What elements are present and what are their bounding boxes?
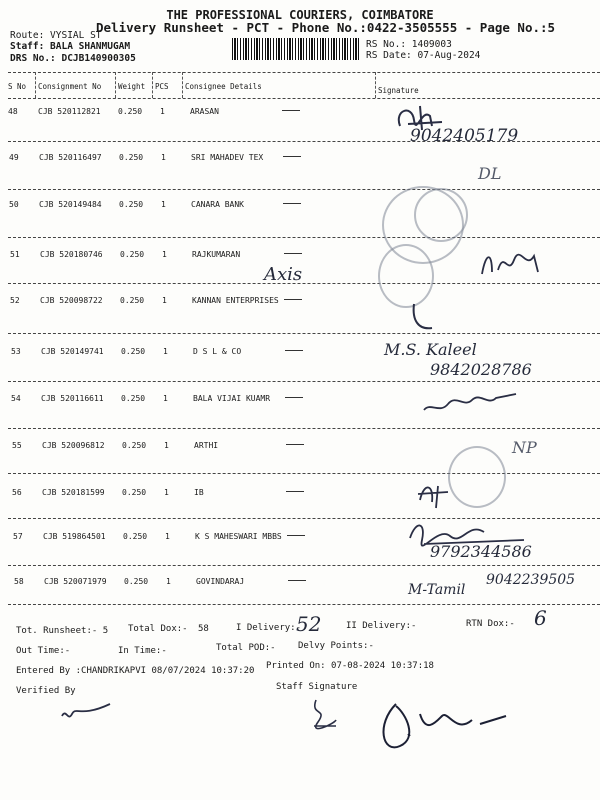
- handwritten-phone-53: 9842028786: [430, 360, 532, 379]
- cell-weight: 0.250: [122, 441, 147, 450]
- signature-row-52: [408, 300, 438, 332]
- cell-consignee: ARTHI: [194, 441, 219, 450]
- cell-sno: 55: [12, 441, 22, 450]
- cell-sno: 57: [13, 532, 23, 541]
- cell-consignment-no: CJB 520116497: [39, 153, 102, 162]
- cell-consignee: SRI MAHADEV TEX: [191, 153, 264, 162]
- handwritten-delivery-count: 52: [296, 612, 322, 636]
- cell-consignee: ARASAN: [190, 107, 219, 116]
- in-time-label: In Time:-: [118, 646, 167, 656]
- ii-delivery-label: II Delivery:-: [346, 621, 417, 631]
- cell-weight: 0.250: [118, 107, 143, 116]
- rtn-dox-label: RTN Dox:-: [466, 619, 515, 629]
- col-header-signature: Signature: [378, 86, 419, 95]
- cell-consignment-no: CJB 520180746: [40, 250, 103, 259]
- cell-consignment-no: CJB 520096812: [42, 441, 105, 450]
- consignee-dash: [285, 350, 303, 351]
- row-separator: [8, 283, 600, 284]
- col-header-weight: Weight: [118, 82, 146, 91]
- signature-row-51: [478, 246, 548, 280]
- cell-consignment-no: CJB 520181599: [42, 488, 105, 497]
- consignee-dash: [284, 253, 302, 254]
- cell-pcs: 1: [163, 394, 168, 403]
- runsheet-subtitle: Delivery Runsheet - PCT - Phone No.:0422-3505555 - Page No.:5: [96, 20, 556, 35]
- cell-consignee: KANNAN ENTERPRISES: [192, 296, 279, 305]
- handwritten-rtn-count: 6: [534, 606, 547, 630]
- total-pod-label: Total POD:-: [216, 643, 276, 653]
- handwritten-phone-48: 9042405179: [410, 126, 519, 146]
- cell-consignment-no: CJB 519864501: [43, 532, 106, 541]
- cell-sno: 52: [10, 296, 20, 305]
- col-header-consignee: Consignee Details: [185, 82, 262, 91]
- printed-on: Printed On: 07-08-2024 10:37:18: [266, 661, 434, 671]
- consignee-dash: [287, 535, 305, 536]
- cell-pcs: 1: [165, 532, 170, 541]
- rs-date: RS Date: 07-Aug-2024: [366, 50, 481, 61]
- i-delivery-label: I Delivery:-: [236, 623, 302, 633]
- company-title: THE PROFESSIONAL COURIERS, COIMBATORE: [166, 8, 434, 22]
- handwritten-name-53: M.S. Kaleel: [384, 340, 477, 359]
- cell-pcs: 1: [163, 347, 168, 356]
- cell-consignment-no: CJB 520071979: [44, 577, 107, 586]
- handwritten-mark-49: DL: [478, 164, 502, 183]
- signature-row-54: [420, 388, 524, 418]
- cell-sno: 51: [10, 250, 20, 259]
- cell-consignee: RAJKUMARAN: [192, 250, 241, 259]
- consignee-dash: [286, 491, 304, 492]
- bank-stamp-lower: [378, 244, 434, 308]
- consignee-dash: [285, 397, 303, 398]
- cell-sno: 54: [11, 394, 21, 403]
- handwritten-note-51: Axis: [264, 264, 303, 285]
- cell-consignment-no: CJB 520112821: [38, 107, 101, 116]
- cell-weight: 0.250: [121, 347, 146, 356]
- cell-pcs: 1: [164, 488, 169, 497]
- cell-sno: 49: [9, 153, 19, 162]
- row-separator: [8, 189, 600, 190]
- tot-runsheet: Tot. Runsheet:- 5: [16, 626, 109, 636]
- cell-consignment-no: CJB 520149484: [39, 200, 102, 209]
- cell-pcs: 1: [162, 296, 167, 305]
- col-divider: [152, 72, 153, 98]
- cell-consignment-no: CJB 520116611: [41, 394, 104, 403]
- handwritten-phone-57: 9792344586: [430, 542, 532, 561]
- cell-consignee: K S MAHESWARI MBBS: [195, 532, 282, 541]
- col-header-pcs: PCS: [155, 82, 169, 91]
- col-divider: [115, 72, 116, 98]
- cell-consignee: CANARA BANK: [191, 200, 244, 209]
- cell-weight: 0.250: [121, 394, 146, 403]
- staff-signature-mark: [306, 696, 340, 732]
- col-divider: [375, 72, 376, 98]
- cell-weight: 0.250: [122, 488, 147, 497]
- row-separator: [8, 237, 600, 238]
- total-dox-label: Total Dox:-: [128, 624, 188, 634]
- table-top-rule: [8, 72, 600, 73]
- consignee-dash: [282, 110, 300, 111]
- col-header-sno: S No: [8, 82, 27, 91]
- verified-by-signature: [58, 698, 118, 728]
- supervisor-signature: [376, 694, 526, 764]
- cell-consignee: GOVINDARAJ: [196, 577, 245, 586]
- cell-sno: 48: [8, 107, 18, 116]
- out-time-label: Out Time:-: [16, 646, 71, 656]
- cell-pcs: 1: [164, 441, 169, 450]
- rs-number: RS No.: 1409003: [366, 39, 452, 50]
- handwritten-mark-55: NP: [512, 438, 537, 457]
- cell-pcs: 1: [161, 200, 166, 209]
- cell-sno: 58: [14, 577, 24, 586]
- verified-by-label: Verified By: [16, 686, 76, 696]
- col-divider: [35, 72, 36, 98]
- barcode-graphic: [232, 38, 360, 60]
- row-separator: [8, 428, 600, 429]
- row-separator: [8, 604, 600, 605]
- cell-weight: 0.250: [120, 296, 145, 305]
- staff-label: Staff: BALA SHANMUGAM: [10, 41, 131, 52]
- cell-pcs: 1: [160, 107, 165, 116]
- row-separator: [8, 381, 600, 382]
- cell-consignment-no: CJB 520098722: [40, 296, 103, 305]
- cell-pcs: 1: [162, 250, 167, 259]
- entered-by: Entered By :CHANDRIKAPVI 08/07/2024 10:37:20: [16, 666, 255, 676]
- cell-weight: 0.250: [119, 153, 144, 162]
- staff-signature-label: Staff Signature: [276, 682, 358, 692]
- cell-weight: 0.250: [120, 250, 145, 259]
- cell-weight: 0.250: [119, 200, 144, 209]
- row-separator: [8, 565, 600, 566]
- consignee-dash: [286, 444, 304, 445]
- cell-consignee: D S L & CO: [193, 347, 242, 356]
- consignee-dash: [288, 580, 306, 581]
- cell-pcs: 1: [161, 153, 166, 162]
- office-stamp: [448, 446, 506, 508]
- handwritten-note-58: M-Tamil: [408, 582, 466, 598]
- cell-weight: 0.250: [124, 577, 149, 586]
- cell-pcs: 1: [166, 577, 171, 586]
- consignee-dash: [284, 299, 302, 300]
- delvy-points-label: Delvy Points:-: [298, 641, 374, 651]
- consignee-dash: [283, 156, 301, 157]
- cell-consignee: IB: [194, 488, 204, 497]
- cell-sno: 50: [9, 200, 19, 209]
- cell-weight: 0.250: [123, 532, 148, 541]
- consignee-dash: [283, 203, 301, 204]
- handwritten-phone-58: 9042239505: [486, 572, 576, 588]
- route-label: Route: VYSIAL ST: [10, 30, 102, 41]
- row-separator: [8, 333, 600, 334]
- bank-stamp-inner: [414, 188, 468, 242]
- col-divider: [182, 72, 183, 98]
- signature-row-56: [414, 480, 454, 510]
- drs-number: DRS No.: DCJB140900305: [10, 53, 136, 64]
- total-dox-value: 58: [198, 624, 209, 634]
- col-header-consignment: Consignment No: [38, 82, 102, 91]
- row-separator: [8, 473, 600, 474]
- cell-consignee: BALA VIJAI KUAMR: [193, 394, 271, 403]
- cell-sno: 56: [12, 488, 22, 497]
- cell-consignment-no: CJB 520149741: [41, 347, 104, 356]
- table-header-rule: [8, 98, 600, 99]
- cell-sno: 53: [11, 347, 21, 356]
